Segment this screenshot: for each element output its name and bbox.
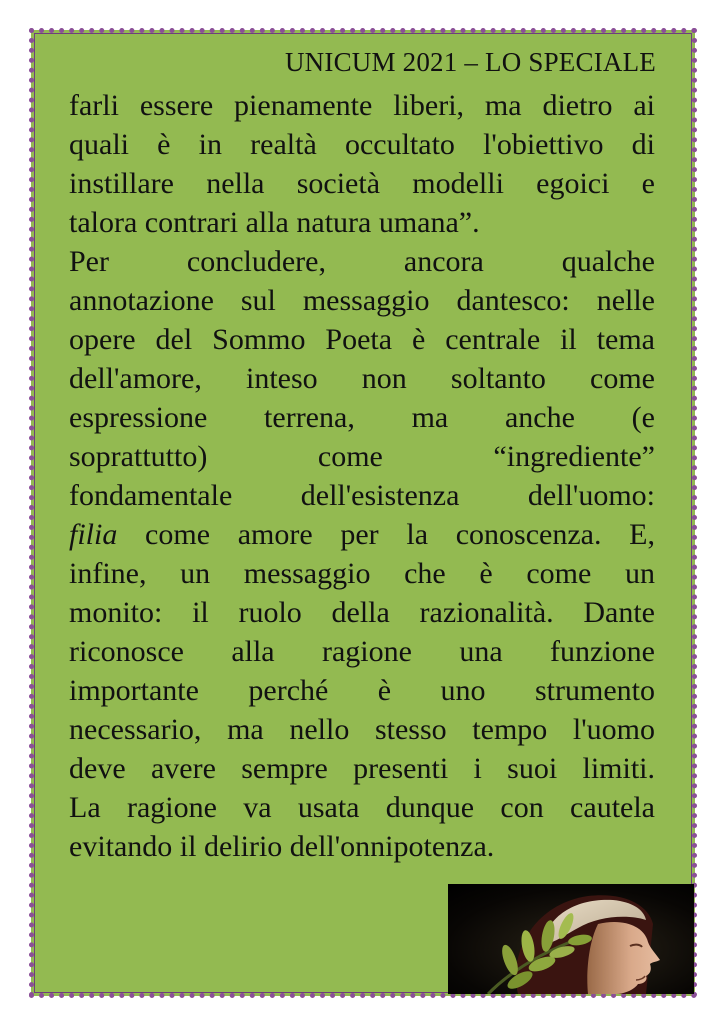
- text-line: Per concludere, ancora qualche: [69, 245, 655, 278]
- text-line: dell'amore, inteso non soltanto come: [69, 362, 655, 395]
- text-line: La ragione va usata dunque con cautela: [69, 791, 655, 824]
- text-line: instillare nella società modelli egoici e: [69, 167, 655, 200]
- text-line: annotazione sul messaggio dantesco: nelle: [69, 284, 655, 317]
- text-line: espressione terrena, ma anche (e: [69, 401, 655, 434]
- text-line: farli essere pienamente liberi, ma dietro ai: [69, 89, 655, 122]
- dante-portrait-image: [448, 884, 694, 994]
- text-line-rest: come amore per la conoscenza. E,: [145, 518, 655, 551]
- text-line: soprattutto) come “ingrediente”: [69, 440, 655, 473]
- text-line: monito: il ruolo della razionalità. Dante: [69, 596, 655, 629]
- dante-portrait-icon: [448, 884, 694, 994]
- text-line: talora contrari alla natura umana”.: [69, 206, 480, 239]
- text-line: infine, un messaggio che è come un: [69, 557, 655, 590]
- page-header: UNICUM 2021 – LO SPECIALE: [284, 47, 656, 77]
- text-line: fondamentale dell'esistenza dell'uomo:: [69, 479, 655, 512]
- text-line-italic: [69, 515, 655, 554]
- article-body: [69, 86, 655, 866]
- text-line: opere del Sommo Poeta è centrale il tema: [69, 323, 655, 356]
- text-line: importante perché è uno strumento: [69, 674, 655, 707]
- text-line: deve avere sempre presenti i suoi limiti.: [69, 752, 655, 785]
- text-line: riconosce alla ragione una funzione: [69, 635, 655, 668]
- text-line: evitando il delirio dell'onnipotenza.: [69, 830, 495, 863]
- text-line: necessario, ma nello stesso tempo l'uomo: [69, 713, 655, 746]
- italic-word: filia: [69, 518, 118, 551]
- text-line: quali è in realtà occultato l'obiettivo di: [69, 128, 655, 161]
